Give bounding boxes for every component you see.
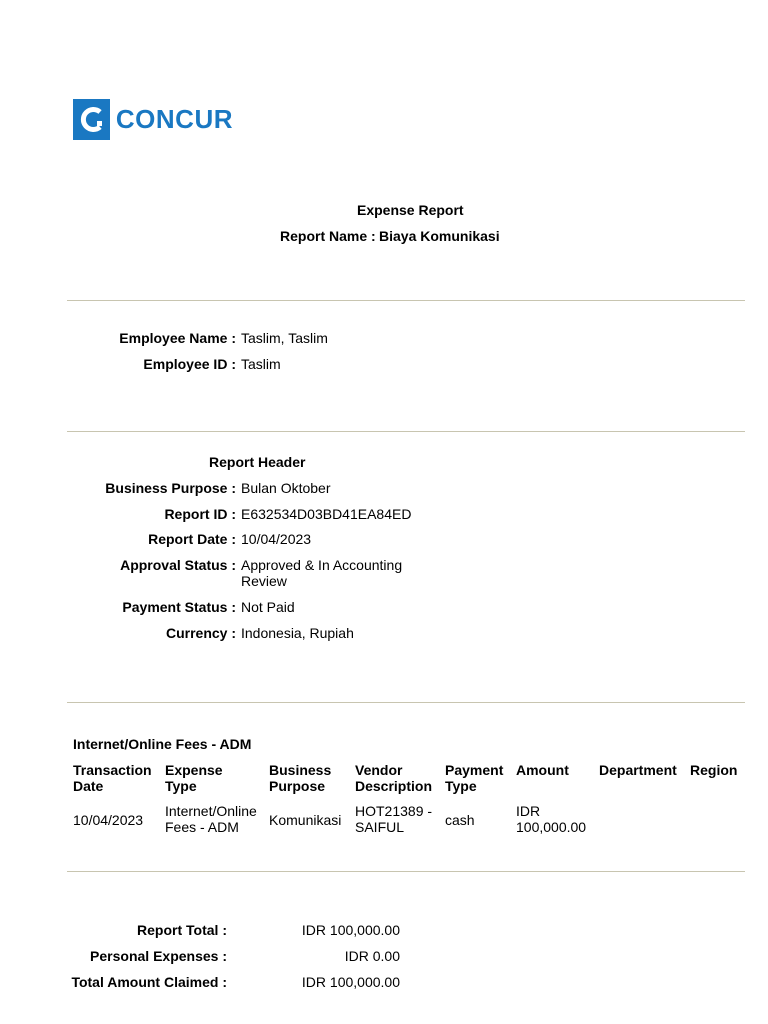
column-header-region: Region <box>690 762 738 778</box>
cell-transaction-date: 10/04/2023 <box>73 812 144 828</box>
total-amount-claimed-label: Total Amount Claimed : <box>71 974 227 990</box>
cell-business-purpose: Komunikasi <box>269 812 342 828</box>
business-purpose-label: Business Purpose : <box>105 480 236 496</box>
report-total-label: Report Total : <box>137 922 227 938</box>
column-header-business-purpose: Business Purpose <box>269 762 332 794</box>
column-header-vendor-description: Vendor Description <box>355 762 433 794</box>
cell-expense-type: Internet/Online Fees - ADM <box>165 803 257 835</box>
approval-status-value: Approved & In Accounting Review <box>241 557 403 589</box>
report-name-label: Report Name : <box>280 228 376 244</box>
payment-status-value: Not Paid <box>241 599 295 615</box>
logo-text: CONCUR <box>115 104 233 134</box>
employee-name-label: Employee Name : <box>119 330 236 346</box>
report-date-label: Report Date : <box>148 531 236 547</box>
divider <box>67 431 745 432</box>
employee-id-label: Employee ID : <box>143 356 236 372</box>
expense-section-title: Internet/Online Fees - ADM <box>73 736 252 752</box>
business-purpose-value: Bulan Oktober <box>241 480 331 496</box>
column-header-payment-type: Payment Type <box>445 762 504 794</box>
cell-amount: IDR 100,000.00 <box>516 803 587 835</box>
column-header-amount: Amount <box>516 762 569 778</box>
currency-value: Indonesia, Rupiah <box>241 625 354 641</box>
divider <box>67 871 745 872</box>
column-header-expense-type: Expense Type <box>165 762 223 794</box>
cell-vendor-description: HOT21389 - SAIFUL <box>355 803 433 835</box>
divider <box>67 300 745 301</box>
report-id-label: Report ID : <box>164 506 236 522</box>
personal-expenses-label: Personal Expenses : <box>90 948 227 964</box>
page-title: Expense Report <box>357 202 464 218</box>
report-id-value: E632534D03BD41EA84ED <box>241 506 412 522</box>
report-date-value: 10/04/2023 <box>241 531 312 547</box>
employee-name-value: Taslim, Taslim <box>241 330 328 346</box>
report-header-title: Report Header <box>209 454 306 470</box>
report-name-value: Biaya Komunikasi <box>379 228 500 244</box>
personal-expenses-value: IDR 0.00 <box>344 948 400 964</box>
divider <box>67 702 745 703</box>
column-header-department: Department <box>599 762 677 778</box>
cell-payment-type: cash <box>445 812 475 828</box>
payment-status-label: Payment Status : <box>122 599 236 615</box>
concur-c-icon <box>73 99 110 140</box>
approval-status-label: Approval Status : <box>120 557 236 573</box>
report-total-value: IDR 100,000.00 <box>301 922 400 938</box>
employee-id-value: Taslim <box>241 356 281 372</box>
currency-label: Currency : <box>165 625 236 641</box>
total-amount-claimed-value: IDR 100,000.00 <box>301 974 400 990</box>
column-header-transaction-date: Transaction Date <box>73 762 152 794</box>
concur-logo <box>73 99 233 161</box>
